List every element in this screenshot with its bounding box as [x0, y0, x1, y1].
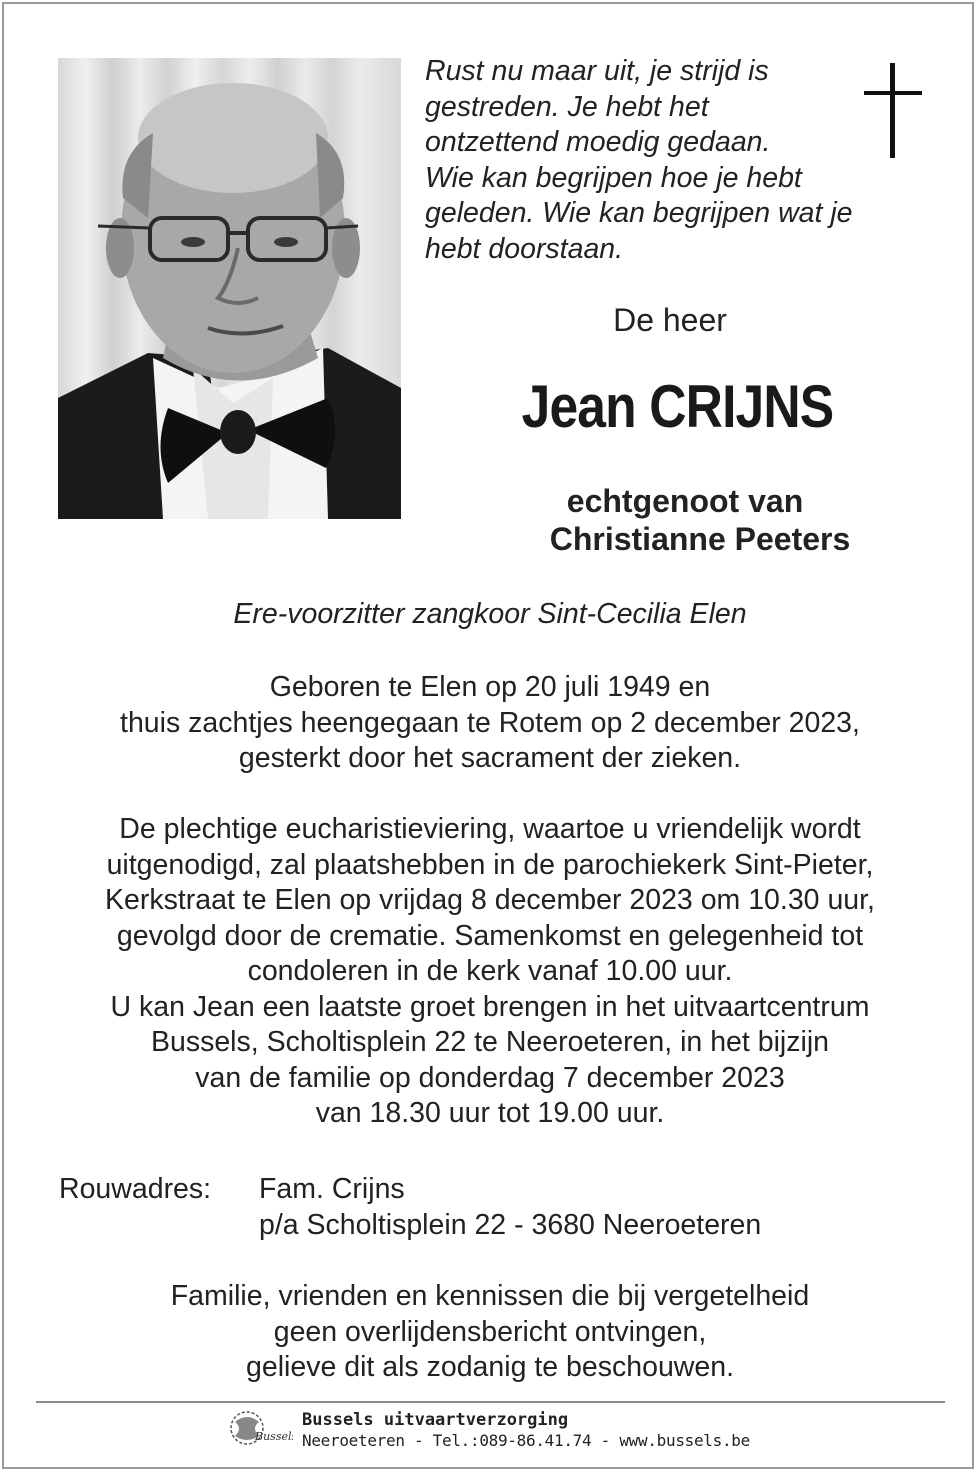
text-line: gesterkt door het sacrament der zieken. — [238, 742, 742, 774]
portrait-photo — [58, 58, 401, 519]
address-line: Fam. Crijns — [259, 1173, 405, 1205]
text-line: De plechtige eucharistieviering, waartoe u vriendelijk wordt — [119, 813, 861, 845]
spouse-info — [470, 482, 900, 558]
poem-line: ontzettend moedig gedaan. — [425, 126, 771, 158]
text-line: Kerkstraat te Elen op vrijdag 8 december 2023 om 10.30 uur, — [105, 884, 875, 916]
poem-line: Wie kan begrijpen hoe je hebt — [425, 161, 802, 194]
text-line: thuis zachtjes heengegaan te Rotem op 2 december 2023, — [120, 706, 860, 739]
footer-divider — [36, 1401, 945, 1403]
poem-line: hebt doorstaan. — [425, 232, 624, 265]
text-line: van de familie op donderdag 7 december 2023 — [195, 1061, 785, 1094]
spouse-name: Christianne Peeters — [549, 521, 851, 557]
spouse-line: echtgenoot van — [566, 483, 804, 519]
birth-death-info — [0, 670, 980, 777]
address-label: Rouwadres: — [59, 1173, 212, 1205]
closing-note — [0, 1279, 980, 1386]
text-line: Bussels, Scholtisplein 22 te Neeroeteren, in het bijzijn — [150, 1026, 830, 1058]
text-line: U kan Jean een laatste groet brengen in het uitvaartcentrum — [110, 990, 870, 1023]
cross-icon — [864, 63, 922, 158]
text-line: gelieve dit als zodanig te beschouwen. — [246, 1351, 734, 1383]
salutation: De heer — [613, 302, 727, 338]
funeral-home-logo — [225, 1408, 293, 1450]
text-line: Geboren te Elen op 20 juli 1949 en — [269, 671, 711, 703]
text-line: van 18.30 uur tot 19.00 uur. — [315, 1097, 665, 1129]
funeral-home-contact: Neeroeteren - Tel.:089-86.41.74 - www.bussels.be — [302, 1431, 750, 1450]
deceased-name: Jean CRIJNS — [521, 373, 834, 440]
poem-line: geleden. Wie kan begrijpen wat je — [425, 197, 853, 229]
portrait-illustration — [58, 58, 401, 519]
memorial-poem — [425, 54, 895, 267]
poem-line: Rust nu maar uit, je strijd is — [425, 55, 769, 87]
address-line: p/a Scholtisplein 22 - 3680 Neeroeteren — [259, 1208, 762, 1241]
text-line: geen overlijdensbericht ontvingen, — [273, 1315, 707, 1348]
honorary-role: Ere-voorzitter zangkoor Sint-Cecilia Elen — [233, 598, 747, 630]
text-line: condoleren in de kerk vanaf 10.00 uur. — [247, 955, 733, 987]
text-line: gevolgd door de crematie. Samenkomst en gelegenheid tot — [116, 919, 864, 952]
text-line: Familie, vrienden en kennissen die bij vergetelheid — [170, 1280, 810, 1312]
logo-text: Bussels — [255, 1430, 293, 1443]
poem-line: gestreden. Je hebt het — [425, 90, 709, 123]
text-line: uitgenodigd, zal plaatshebben in de parochiekerk Sint-Pieter, — [106, 848, 874, 881]
funeral-home-name: Bussels uitvaartverzorging — [302, 1410, 569, 1430]
ceremony-info — [0, 812, 980, 1132]
